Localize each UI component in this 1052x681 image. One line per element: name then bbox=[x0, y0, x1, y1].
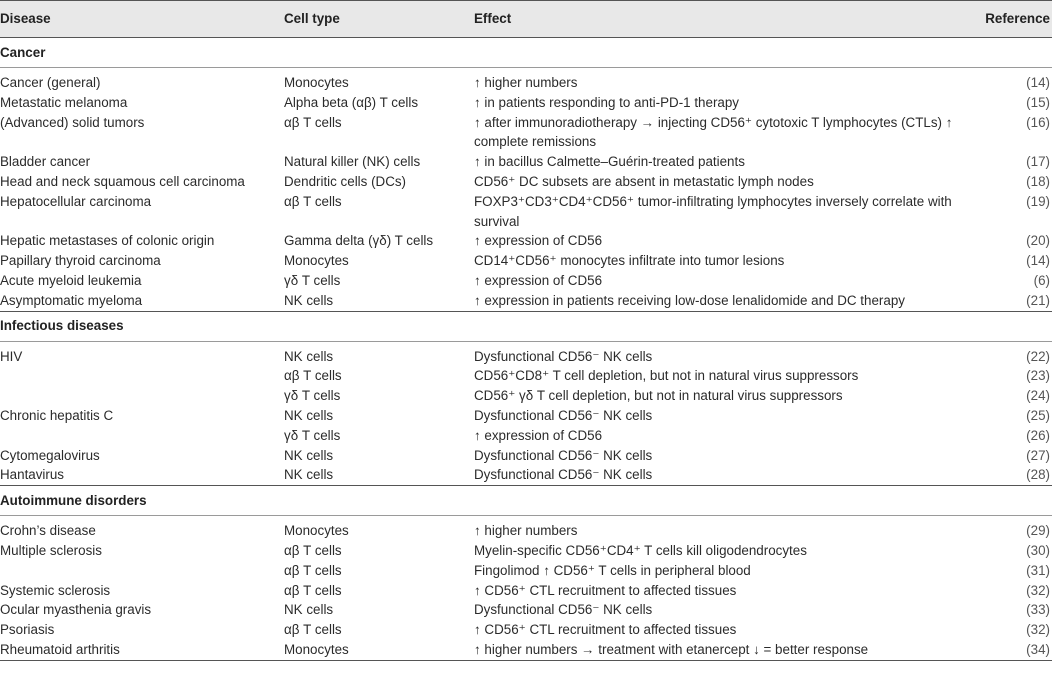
header-reference: Reference bbox=[985, 11, 1050, 27]
cell-type-cell: αβ T cells bbox=[284, 368, 342, 384]
disease-cell: Ocular myasthenia gravis bbox=[0, 602, 152, 618]
effect-cell: Fingolimod ↑ CD56⁺ T cells in peripheral blood bbox=[474, 562, 751, 578]
disease-cell: Cancer (general) bbox=[0, 75, 101, 90]
cell-type-cell: Natural killer (NK) cells bbox=[284, 154, 421, 170]
effect-cell: Dysfunctional CD56⁻ NK cells bbox=[474, 348, 653, 364]
disease-cell: Hepatic metastases of colonic origin bbox=[0, 233, 215, 249]
effect-cell: Myelin-specific CD56⁺CD4⁺ T cells kill oligodendrocytes bbox=[474, 542, 807, 558]
effect-cell: ↑ higher numbers bbox=[474, 523, 578, 539]
divider-line bbox=[0, 660, 1052, 661]
effect-cell: ↑ in patients responding to anti-PD-1 therapy bbox=[474, 94, 739, 110]
reference-cell: (28) bbox=[1026, 467, 1050, 483]
disease-cell: Crohn’s disease bbox=[0, 523, 96, 539]
effect-cell: ↑ expression of CD56 bbox=[474, 233, 603, 249]
effect-cell: CD56⁺CD8⁺ T cell depletion, but not in natural virus suppressors bbox=[474, 368, 859, 384]
table-body bbox=[0, 38, 1052, 661]
reference-cell: (19) bbox=[1026, 193, 1050, 209]
disease-cell bbox=[0, 561, 284, 581]
disease-cell bbox=[0, 366, 284, 386]
cell-type-cell: γδ T cells bbox=[284, 272, 341, 288]
table-row bbox=[0, 366, 1052, 386]
header-cell-type: Cell type bbox=[284, 11, 340, 27]
reference-cell: (27) bbox=[1026, 447, 1050, 463]
effect-cell: Dysfunctional CD56⁻ NK cells bbox=[474, 447, 653, 463]
table-row bbox=[0, 192, 1052, 232]
section-header-row bbox=[0, 486, 1052, 516]
table-row bbox=[0, 113, 1052, 153]
table-row bbox=[0, 581, 1052, 601]
reference-cell: (32) bbox=[1026, 582, 1050, 598]
disease-cell: Multiple sclerosis bbox=[0, 542, 102, 558]
cell-type-cell: Monocytes bbox=[284, 253, 349, 269]
reference-cell: (33) bbox=[1026, 602, 1050, 618]
reference-cell: (24) bbox=[1026, 388, 1050, 404]
reference-cell: (34) bbox=[1026, 641, 1050, 657]
cell-type-cell: αβ T cells bbox=[284, 193, 342, 209]
section-title: Infectious diseases bbox=[0, 311, 1052, 341]
disease-cell: Rheumatoid arthritis bbox=[0, 641, 120, 657]
disease-cell bbox=[0, 426, 284, 446]
disease-cell: Acute myeloid leukemia bbox=[0, 272, 142, 288]
reference-cell: (16) bbox=[1026, 114, 1050, 130]
cell-type-cell: NK cells bbox=[284, 407, 334, 423]
effect-cell: ↑ CD56⁺ CTL recruitment to affected tissues bbox=[474, 622, 737, 638]
disease-cell: Head and neck squamous cell carcinoma bbox=[0, 173, 245, 189]
disease-cell: Psoriasis bbox=[0, 622, 55, 638]
table-row bbox=[0, 620, 1052, 640]
section-title: Cancer bbox=[0, 38, 1052, 68]
cell-type-cell: αβ T cells bbox=[284, 582, 342, 598]
reference-cell: (22) bbox=[1026, 348, 1050, 364]
effect-cell: ↑ higher numbers → treatment with etanercept ↓ = better response bbox=[474, 641, 869, 657]
reference-cell: (32) bbox=[1026, 622, 1050, 638]
table-row bbox=[0, 291, 1052, 311]
disease-cell bbox=[0, 386, 284, 406]
disease-cell: Papillary thyroid carcinoma bbox=[0, 253, 161, 269]
reference-cell: (20) bbox=[1026, 233, 1050, 249]
disease-cell: (Advanced) solid tumors bbox=[0, 114, 145, 130]
table-row bbox=[0, 386, 1052, 406]
reference-cell: (29) bbox=[1026, 523, 1050, 539]
table-row bbox=[0, 541, 1052, 561]
section-divider bbox=[0, 660, 1052, 661]
effect-cell: FOXP3⁺CD3⁺CD4⁺CD56⁺ tumor-infiltrating lymphocytes inversely correlate with survival bbox=[474, 193, 952, 229]
disease-cell: Cytomegalovirus bbox=[0, 447, 100, 463]
cell-type-cell: NK cells bbox=[284, 348, 334, 364]
reference-cell: (23) bbox=[1026, 368, 1050, 384]
reference-cell: (17) bbox=[1026, 154, 1050, 170]
disease-cell: Hepatocellular carcinoma bbox=[0, 193, 152, 209]
effect-cell: ↑ expression of CD56 bbox=[474, 427, 603, 443]
table-row bbox=[0, 231, 1052, 251]
effect-cell: ↑ higher numbers bbox=[474, 75, 578, 90]
cell-type-cell: Monocytes bbox=[284, 641, 349, 657]
table-row bbox=[0, 561, 1052, 581]
table-row bbox=[0, 521, 1052, 541]
cell-type-cell: NK cells bbox=[284, 447, 334, 463]
cell-type-cell: Gamma delta (γδ) T cells bbox=[284, 233, 434, 249]
disease-cell: Hantavirus bbox=[0, 467, 65, 483]
effect-cell: Dysfunctional CD56⁻ NK cells bbox=[474, 467, 653, 483]
effect-cell: ↑ after immunoradiotherapy → injecting CD56⁺ cytotoxic T lymphocytes (CTLs) ↑ complete remissions bbox=[474, 114, 953, 150]
effect-cell: CD56⁺ DC subsets are absent in metastatic lymph nodes bbox=[474, 173, 814, 189]
disease-cell: Asymptomatic myeloma bbox=[0, 292, 143, 308]
disease-cell: Chronic hepatitis C bbox=[0, 407, 114, 423]
table-row bbox=[0, 152, 1052, 172]
reference-cell: (15) bbox=[1026, 94, 1050, 110]
table-row bbox=[0, 347, 1052, 367]
header-row bbox=[0, 1, 1052, 38]
reference-cell: (18) bbox=[1026, 173, 1050, 189]
cell-type-cell: NK cells bbox=[284, 292, 334, 308]
reference-cell: (6) bbox=[1033, 272, 1050, 288]
effect-cell: Dysfunctional CD56⁻ NK cells bbox=[474, 602, 653, 618]
table-row bbox=[0, 465, 1052, 485]
disease-cell: HIV bbox=[0, 348, 23, 364]
reference-cell: (14) bbox=[1026, 75, 1050, 90]
table-row bbox=[0, 600, 1052, 620]
section-header-row bbox=[0, 38, 1052, 68]
reference-cell: (14) bbox=[1026, 253, 1050, 269]
cell-type-cell: αβ T cells bbox=[284, 622, 342, 638]
table-row bbox=[0, 426, 1052, 446]
effect-cell: CD14⁺CD56⁺ monocytes infiltrate into tumor lesions bbox=[474, 253, 785, 269]
effect-cell: ↑ CD56⁺ CTL recruitment to affected tissues bbox=[474, 582, 737, 598]
cell-type-cell: αβ T cells bbox=[284, 562, 342, 578]
reference-cell: (31) bbox=[1026, 562, 1050, 578]
cell-type-cell: NK cells bbox=[284, 602, 334, 618]
table-row bbox=[0, 446, 1052, 466]
table-row bbox=[0, 406, 1052, 426]
table-row bbox=[0, 73, 1052, 93]
reference-cell: (26) bbox=[1026, 427, 1050, 443]
reference-cell: (30) bbox=[1026, 542, 1050, 558]
cell-type-cell: Monocytes bbox=[284, 523, 349, 539]
header-disease: Disease bbox=[0, 11, 51, 27]
disease-cell: Systemic sclerosis bbox=[0, 582, 111, 598]
table-row bbox=[0, 271, 1052, 291]
effect-cell: Dysfunctional CD56⁻ NK cells bbox=[474, 407, 653, 423]
table-row bbox=[0, 640, 1052, 660]
header-effect: Effect bbox=[474, 11, 512, 27]
cell-type-cell: Dendritic cells (DCs) bbox=[284, 173, 407, 189]
disease-cell: Metastatic melanoma bbox=[0, 94, 128, 110]
effect-cell: CD56⁺ γδ T cell depletion, but not in natural virus suppressors bbox=[474, 388, 843, 404]
cell-type-cell: γδ T cells bbox=[284, 388, 341, 404]
effect-cell: ↑ expression of CD56 bbox=[474, 272, 603, 288]
cell-type-cell: NK cells bbox=[284, 467, 334, 483]
table-row bbox=[0, 93, 1052, 113]
effect-cell: ↑ expression in patients receiving low-dose lenalidomide and DC therapy bbox=[474, 292, 905, 308]
effect-cell: ↑ in bacillus Calmette–Guérin-treated patients bbox=[474, 154, 745, 170]
cell-type-cell: αβ T cells bbox=[284, 542, 342, 558]
disease-cell: Bladder cancer bbox=[0, 154, 91, 170]
section-header-row bbox=[0, 311, 1052, 341]
reference-cell: (25) bbox=[1026, 407, 1050, 423]
table-row bbox=[0, 251, 1052, 271]
section-title: Autoimmune disorders bbox=[0, 486, 1052, 516]
cell-type-cell: γδ T cells bbox=[284, 427, 341, 443]
cell-type-cell: Monocytes bbox=[284, 75, 349, 90]
cell-type-cell: αβ T cells bbox=[284, 114, 342, 130]
table-row bbox=[0, 172, 1052, 192]
cell-type-cell: Alpha beta (αβ) T cells bbox=[284, 94, 419, 110]
reference-cell: (21) bbox=[1026, 292, 1050, 308]
